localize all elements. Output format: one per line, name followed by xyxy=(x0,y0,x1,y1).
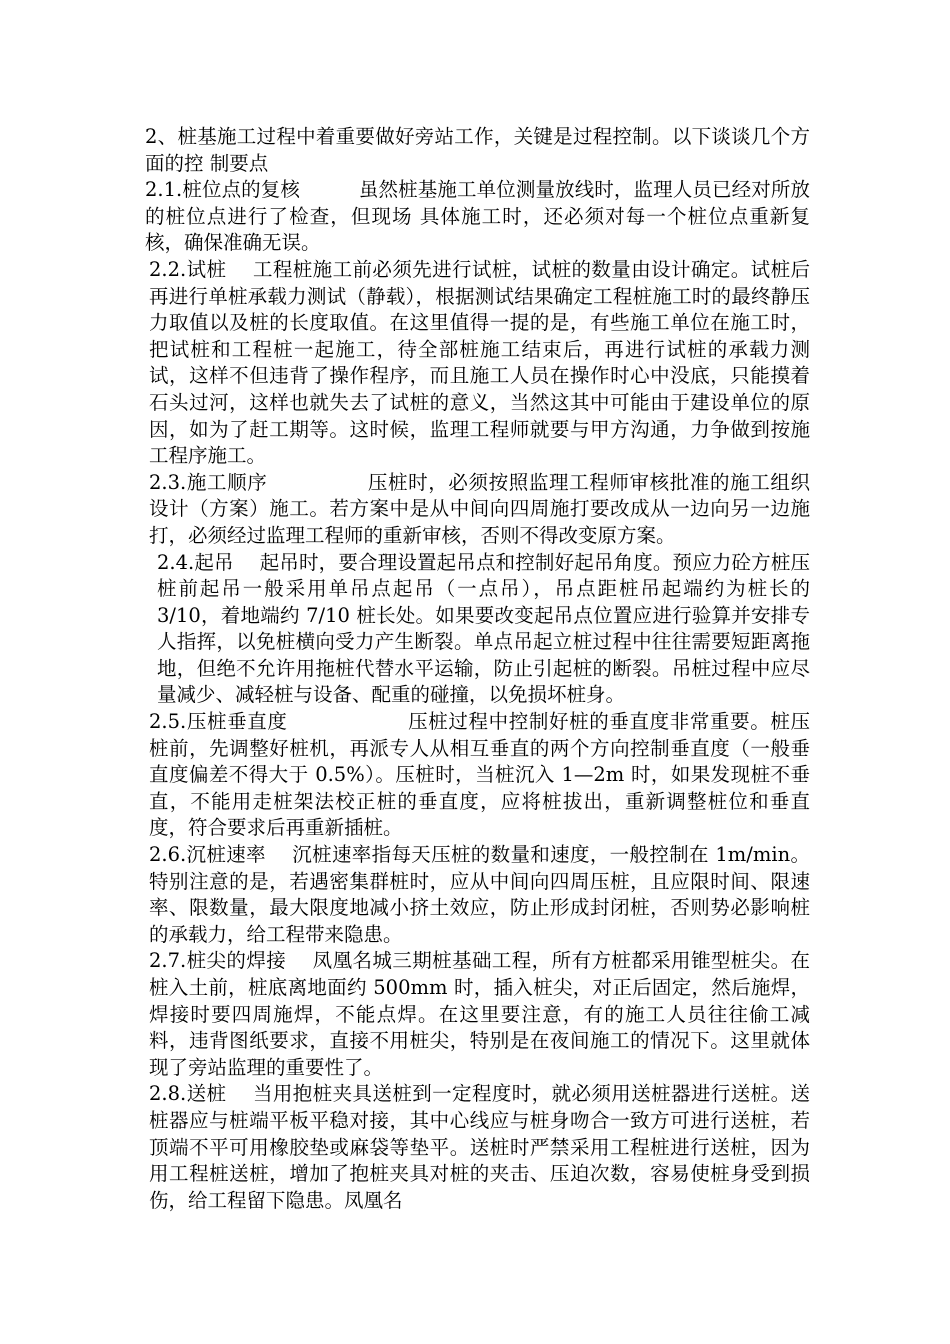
paragraph-2-6: 2.6.沉桩速率 沉桩速率指每天压桩的数量和速度，一般控制在 1m/min。特别注意的是，若遇密集群桩时，应从中间向四周压桩，且应限时间、限速率、限数量，最大限度地减小挤土效应，防止形成封闭桩，否则势必影响桩的承载力，给工程带来隐患。 xyxy=(149,843,810,946)
paragraph-2-5: 2.5.压桩垂直度 压桩过程中控制好桩的垂直度非常重要。桩压桩前，先调整好桩机，再派专人从相互垂直的两个方向控制垂直度（一般垂直度偏差不得大于 0.5%）。压桩时，当桩沉入 1—2m 时，如果发现桩不垂直，不能用走桩架法校正桩的垂直度，应将桩拔出，重新调整桩位和垂直度，符合要求后再重新插桩。 xyxy=(149,710,810,840)
paragraph-2-3: 2.3.施工顺序 压桩时，必须按照监理工程师审核批准的施工组织设计（方案）施工。若方案中是从中间向四周施打要改成从一边向另一边施打，必须经过监理工程师的重新审核，否则不得改变原方案。 xyxy=(149,470,810,547)
paragraph-2-1: 2.1.桩位点的复核 虽然桩基施工单位测量放线时，监理人员已经对所放的桩位点进行了检查，但现场 具体施工时，还必须对每一个桩位点重新复核，确保准确无误。 xyxy=(145,178,810,255)
paragraph-2-8: 2.8.送桩 当用抱桩夹具送桩到一定程度时，就必须用送桩器进行送桩。送桩器应与桩端平板平稳对接，其中心线应与桩身吻合一致方可进行送桩，若顶端不平可用橡胶垫或麻袋等垫平。送桩时严禁采用工程桩进行送桩，因为用工程桩送桩，增加了抱桩夹具对桩的夹击、压迫次数，容易使桩身受到损伤，给工程留下隐患。凤凰名 xyxy=(149,1082,810,1212)
paragraph-2-4: 2.4.起吊 起吊时，要合理设置起吊点和控制好起吊角度。预应力砼方桩压桩前起吊一般采用单吊点起吊（一点吊），吊点距桩吊起端约为桩长的 3/10，着地端约 7/10 桩长处。如果要改变起吊点位置应进行验算并安排专人指挥，以免桩横向受力产生断裂。单点吊起立桩过程中往往需要短距离拖地，但绝不允许用拖桩代替水平运输，防止引起桩的断裂。吊桩过程中应尽量减少、减轻桩与设备、配重的碰撞，以免损坏桩身。 xyxy=(157,550,810,707)
document-body xyxy=(145,124,810,1214)
paragraph-2-7: 2.7.桩尖的焊接 凤凰名城三期桩基础工程，所有方桩都采用锥型桩尖。在桩入土前，桩底离地面约 500mm 时，插入桩尖，对正后固定，然后施焊，焊接时要四周施焊，不能点焊。在这里要注意，有的施工人员往往偷工减料，违背图纸要求，直接不用桩尖，特别是在夜间施工的情况下。这里就体现了旁站监理的重要性了。 xyxy=(149,949,810,1079)
paragraph-2-2: 2.2.试桩 工程桩施工前必须先进行试桩，试桩的数量由设计确定。试桩后再进行单桩承载力测试（静载），根据测试结果确定工程桩施工时的最终静压力取值以及桩的长度取值。在这里值得一提的是，有些施工单位在施工时，把试桩和工程桩一起施工，待全部桩施工结束后，再进行试桩的承载力测试，这样不但违背了操作程序，而且施工人员在操作时心中没底，只能摸着石头过河，这样也就失去了试桩的意义，当然这其中可能由于建设单位的原因，如为了赶工期等。这时候，监理工程师就要与甲方沟通，力争做到按施工程序施工。 xyxy=(149,257,810,468)
paragraph-intro: 2、桩基施工过程中着重要做好旁站工作，关键是过程控制。以下谈谈几个方面的控 制要点 xyxy=(145,125,810,175)
